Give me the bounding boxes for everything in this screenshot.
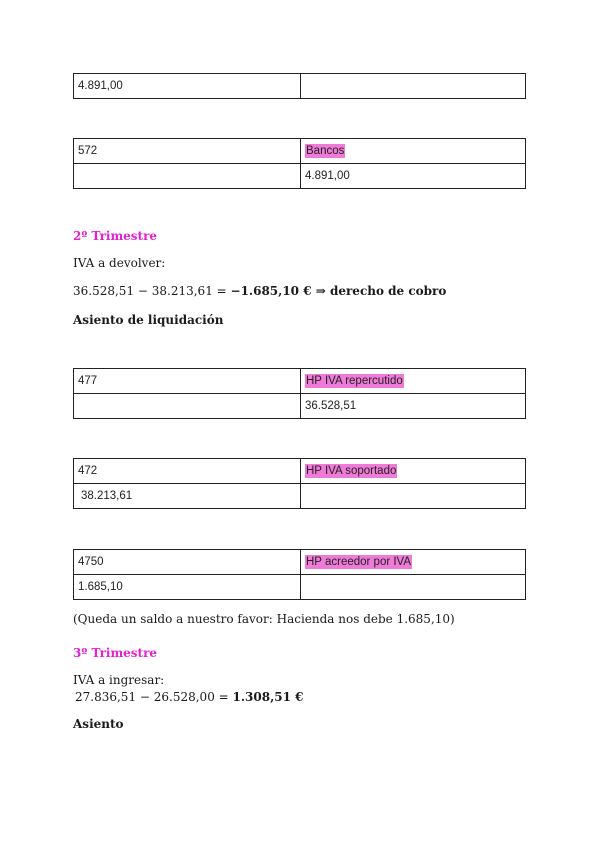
iva-label: IVA a devolver: <box>73 256 166 270</box>
iva-label: IVA a ingresar: <box>73 673 165 687</box>
account-name: HP acreedor por IVA <box>306 556 412 568</box>
credit-cell <box>301 575 526 600</box>
table-row <box>74 459 526 484</box>
account-name-cell <box>301 139 526 164</box>
account-name-cell <box>301 550 526 575</box>
table-cell <box>301 74 526 99</box>
ledger-table-bancos <box>73 138 526 189</box>
account-name: HP IVA soportado <box>306 465 397 477</box>
calc-result: 1.308,51 € <box>232 690 304 704</box>
debit-cell <box>74 394 301 419</box>
calc-result: −1.685,10 € ⇒ derecho de cobro <box>230 284 447 298</box>
asiento-heading: Asiento <box>73 717 124 731</box>
table-cell: 4.891,00 <box>74 74 301 99</box>
asiento-heading: Asiento de liquidación <box>73 313 224 327</box>
ledger-table-4750 <box>73 549 526 600</box>
ledger-table-472 <box>73 458 526 509</box>
table-row <box>74 394 526 419</box>
account-name: HP IVA repercutido <box>306 375 403 387</box>
table-row <box>74 550 526 575</box>
table-row <box>74 164 526 189</box>
iva-calculation <box>73 284 446 298</box>
ledger-table-477 <box>73 368 526 419</box>
balance-note: (Queda un saldo a nuestro favor: Hacienda nos debe 1.685,10) <box>73 612 455 626</box>
table-row <box>74 139 526 164</box>
calc-expression: 36.528,51 − 38.213,61 = <box>73 284 231 298</box>
account-name-cell <box>301 369 526 394</box>
credit-cell: 36.528,51 <box>301 394 526 419</box>
table-row <box>74 575 526 600</box>
ledger-table-continuation <box>73 73 526 99</box>
account-code: 477 <box>74 369 301 394</box>
credit-cell <box>301 484 526 509</box>
table-row <box>74 484 526 509</box>
account-code: 4750 <box>74 550 301 575</box>
calc-expression: 27.836,51 − 26.528,00 = <box>75 690 233 704</box>
debit-cell: 1.685,10 <box>74 575 301 600</box>
section-heading-q3: 3º Trimestre <box>73 646 158 660</box>
section-heading-q2: 2º Trimestre <box>73 229 158 243</box>
account-name-cell <box>301 459 526 484</box>
account-code: 472 <box>74 459 301 484</box>
account-name: Bancos <box>306 145 345 157</box>
debit-cell <box>74 164 301 189</box>
table-row <box>74 74 526 99</box>
table-row <box>74 369 526 394</box>
account-code: 572 <box>74 139 301 164</box>
debit-cell: 38.213,61 <box>74 484 301 509</box>
iva-calculation <box>75 690 304 704</box>
credit-cell: 4.891,00 <box>301 164 526 189</box>
